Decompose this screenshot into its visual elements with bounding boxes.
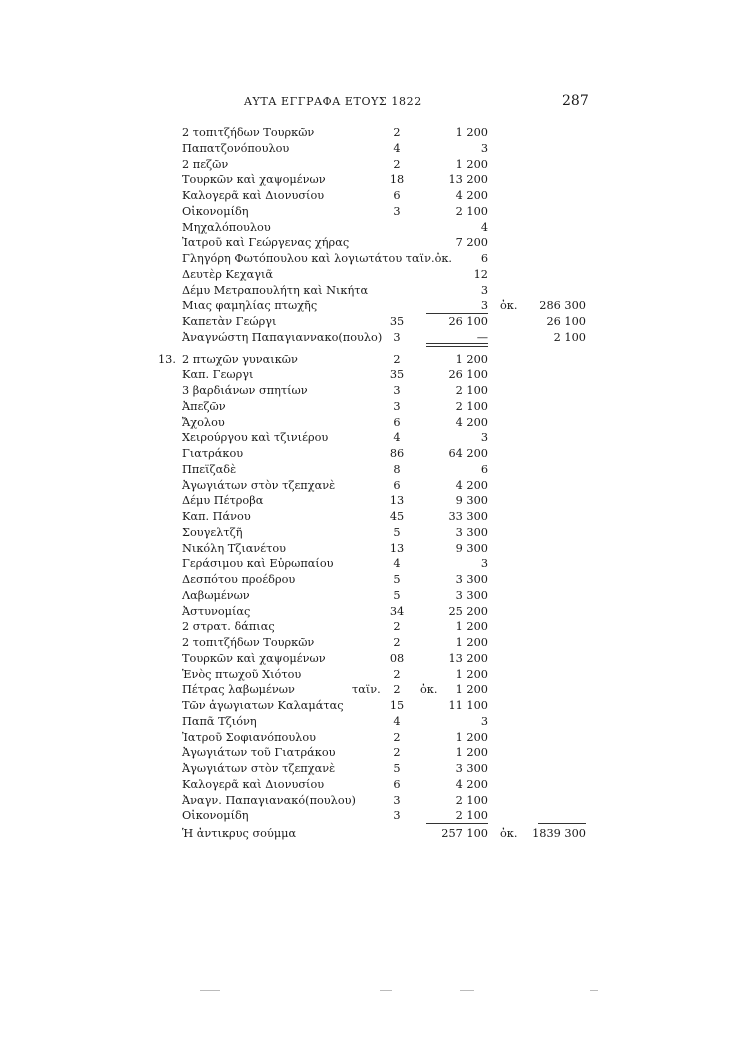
entry-count: 34 [389,604,405,618]
entry-name: Οἰκονομίδη [182,204,249,218]
entry-count: 08 [389,651,405,665]
entry-count: 35 [389,315,405,328]
entry-count: 45 [389,510,405,523]
entry-count: 6 [393,415,401,429]
ledger-row [0,651,744,667]
entry-name: Καπετὰν Γεώργι [182,315,277,328]
entry-count: 3 [393,204,401,218]
entry-count: 2 [393,683,401,697]
ledger-row [0,525,744,541]
entry-value: 13 200 [448,173,488,187]
entry-value: 1 200 [455,620,488,634]
entry-value: 2 100 [455,384,488,397]
ledger-row [0,745,744,761]
entry-name: Ἰατροῦ Σοφιανόπουλου [182,730,317,744]
entry-name: Μιας φαμηλίας πτωχῆς [182,299,318,313]
entry-count: 2 [393,667,401,681]
entry-total: 2 100 [553,330,586,344]
entry-value: 3 [480,714,488,728]
entry-value: 2 100 [455,793,488,807]
entry-value: 3 300 [455,525,488,539]
entry-name: Λαβωμένων [182,588,250,602]
ledger-row [0,220,744,236]
ledger-row [0,298,744,314]
entry-name: Γεράσιμου καὶ Εὐρωπαίου [182,557,334,571]
entry-name: Ἀπεζῶν [182,399,226,413]
entry-name: Καπ. Γεωργι [182,368,254,382]
entry-value: 2 100 [455,399,488,413]
entry-name: 2 στρατ. δάπιας [182,620,275,634]
entry-name: Ἡ ἀντικρυς σούμμα [182,827,297,840]
entry-name: Ἑνὸς πτωχοῦ Χιότου [182,667,302,681]
entry-value: 64 200 [448,447,488,460]
entry-name: Δεσπότου προέδρου [182,573,296,586]
entry-count: 2 [393,636,401,649]
entry-name: Ἀστυνομίας [182,604,251,618]
entry-count: 4 [393,141,401,155]
entry-name: Δέμυ Μετραπουλήτη καὶ Νικήτα [182,283,369,297]
ledger-row [0,698,744,714]
entry-name: Ππεϊζαδὲ [182,462,237,476]
entry-total: 26 100 [546,315,586,328]
entry-count: 6 [393,189,401,202]
entry-value: 1 200 [455,157,488,171]
entry-name: Ἀγωγιάτων στὸν τζεπχανὲ [182,478,336,492]
entry-count: 13 [389,494,405,508]
entry-name: 2 τοπιτζήδων Τουρκῶν [182,126,315,139]
entry-value: 9 300 [455,494,488,508]
entry-count: 6 [393,478,401,492]
ledger-row [0,635,744,651]
ledger-row [0,478,744,494]
entry-count: 5 [393,588,401,602]
entry-value: 25 200 [448,604,488,618]
entry-value: 6 [480,252,488,265]
entry-name: 2 πεζῶν [182,157,229,171]
ledger-row [0,314,744,330]
entry-value: 13 200 [448,651,488,665]
page-title: ΑΥΤΑ ΕΓΓΡΑΦΑ ΕΤΟΥΣ 1822 [244,95,422,108]
entry-count: 3 [393,809,401,823]
entry-total: 1839 300 [532,827,586,840]
entry-value: 11 100 [448,699,488,712]
entry-value: 3 [480,431,488,445]
subtotal-rule [426,343,488,344]
ledger-row [0,157,744,173]
entry-count: 15 [389,699,405,712]
entry-name: Ἀναγν. Παπαγιανακό(πουλου) [182,793,356,807]
entry-count: 2 [393,352,401,366]
page-number: 287 [562,93,589,109]
entry-value: 3 [480,141,488,155]
entry-count: 13 [389,541,405,555]
scan-mark [200,990,220,991]
entry-count: 35 [389,368,405,382]
entry-count: 4 [393,714,401,728]
ledger-row [0,462,744,478]
ledger-row [0,588,744,604]
ledger-row [0,761,744,777]
section-number: 13. [158,352,176,366]
scan-mark [460,990,474,991]
entry-value: 3 [480,283,488,297]
entry-value: 4 [480,220,488,234]
entry-value: 9 300 [455,541,488,555]
scan-mark [590,990,598,991]
entry-name: Δέμυ Πέτροβα [182,494,264,508]
entry-value: 1 200 [455,730,488,744]
entry-value: 1 200 [455,667,488,681]
entry-count: 86 [389,447,405,460]
entry-value: 257 100 [441,827,488,840]
entry-value: 4 200 [455,415,488,429]
entry-value: 4 200 [455,777,488,791]
entry-count: 3 [393,384,401,397]
entry-count: 8 [393,462,401,476]
entry-value: 6 [480,462,488,476]
ledger-row [0,251,744,267]
ledger-row [0,352,744,368]
ledger-row [0,604,744,620]
entry-name: Παπατζονόπουλου [182,141,290,155]
entry-name: Καλογερᾶ καὶ Διονυσίου [182,777,325,791]
entry-value: 2 100 [455,809,488,823]
entry-value: 3 [480,557,488,571]
ledger-row [0,793,744,809]
entry-name: Γληγόρη Φωτόπουλου καὶ λογιωτάτου ταϊν.ὀκ. [182,252,453,265]
ledger-row [0,808,744,824]
entry-name: Τουρκῶν καὶ χαψομένων [182,173,326,187]
ledger-row [0,383,744,399]
scan-mark [380,990,392,991]
running-head [0,95,744,113]
ledger-row [0,556,744,572]
entry-value: 2 100 [455,204,488,218]
entry-value: 7 200 [455,236,488,250]
entry-name: Ἀγωγιάτων στὸν τζεπχανὲ [182,762,336,775]
entry-name: Ἀναγνώστη Παπαγιανναко(πουλο) [182,330,383,344]
entry-count: 5 [393,573,401,586]
entry-value: 1 200 [455,352,488,366]
subtotal-rule [426,823,488,824]
ledger-row [0,235,744,251]
ledger-row [0,509,744,525]
entry-count: 2 [393,157,401,171]
entry-value: 4 200 [455,478,488,492]
entry-count: 4 [393,557,401,571]
grand-total-row [0,826,744,842]
ledger-row [0,283,744,299]
ledger-row [0,430,744,446]
entry-count: 2 [393,126,401,139]
ledger-row [0,682,744,698]
entry-name: Σουγελτζῆ [182,525,243,539]
entry-count: 2 [393,620,401,634]
ledger-row [0,541,744,557]
entry-value: 1 200 [455,636,488,649]
ledger-row [0,415,744,431]
entry-count: 5 [393,762,401,775]
entry-value: 12 [473,267,488,281]
entry-count: 6 [393,777,401,791]
entry-value: 1 200 [455,746,488,760]
entry-count: 4 [393,431,401,445]
entry-name: Πέτρας λαβωμένων [182,683,295,697]
entry-name: Γιατράκου [182,447,244,460]
entry-value: 3 [480,299,488,313]
ledger-row [0,493,744,509]
ledger-row [0,572,744,588]
entry-name: Τουρκῶν καὶ χαψομένων [182,651,326,665]
ledger-table [0,125,744,842]
entry-name: Παπᾶ Τζιόνη [182,714,257,728]
entry-name: Ἀγωγιάτων τοῦ Γιατράκου [182,746,336,760]
entry-count: 2 [393,746,401,760]
entry-count: 18 [389,173,405,187]
entry-count: 5 [393,525,401,539]
entry-unit: ὀκ. [500,299,518,313]
entry-name: Ἰατροῦ καὶ Γεώργενας χήρας [182,236,350,250]
ledger-row [0,714,744,730]
entry-total: 286 300 [539,299,586,313]
entry-count: 3 [393,399,401,413]
ledger-row [0,125,744,141]
ledger-row [0,330,744,346]
ledger-row [0,188,744,204]
entry-name: Χειρούργου καὶ τζινιέρου [182,431,329,445]
entry-name: Καλογερᾶ καὶ Διονυσίου [182,189,325,202]
entry-unit: ὀκ. [500,827,518,840]
entry-value: 4 200 [455,189,488,202]
entry-tag: ταϊν. [352,683,381,697]
entry-name: Ἄχολου [182,415,225,429]
entry-value: 3 300 [455,573,488,586]
entry-name: Μηχαλόπουλου [182,220,271,234]
ledger-row [0,141,744,157]
ledger-row [0,619,744,635]
entry-value: 1 200 [455,126,488,139]
entry-name: 2 τοπιτζήδων Τουρκῶν [182,636,315,649]
entry-name: Νικόλη Τζιανέτου [182,541,287,555]
entry-value: 3 300 [455,588,488,602]
entry-value: 33 300 [448,510,488,523]
entry-count: 2 [393,730,401,744]
subtotal-rule [426,346,488,347]
entry-value: — [476,330,488,344]
total-rule [538,823,586,824]
entry-name: 3 βαρδιάνων σπητίων [182,384,308,397]
ledger-row [0,667,744,683]
entry-value: 1 200 [455,683,488,697]
ledger-row [0,267,744,283]
entry-value: 26 100 [448,368,488,382]
entry-value: 3 300 [455,762,488,775]
entry-name: Δευτὲρ Κεχαγιᾶ [182,267,273,281]
ledger-row [0,172,744,188]
entry-name: Τῶν ἀγωγιατων Καλαμάτας [182,699,344,712]
entry-name: Καπ. Πάνου [182,510,251,523]
ledger-row [0,367,744,383]
ledger-row [0,399,744,415]
entry-value: 26 100 [448,315,488,328]
ledger-row [0,730,744,746]
ledger-row [0,446,744,462]
entry-count: 3 [393,793,401,807]
ledger-row [0,777,744,793]
entry-name: Οἰκονομίδη [182,809,249,823]
entry-count: 3 [393,330,401,344]
entry-name: 2 πτωχῶν γυναικῶν [182,352,298,366]
entry-unit: ὀκ. [420,683,438,697]
ledger-row [0,204,744,220]
